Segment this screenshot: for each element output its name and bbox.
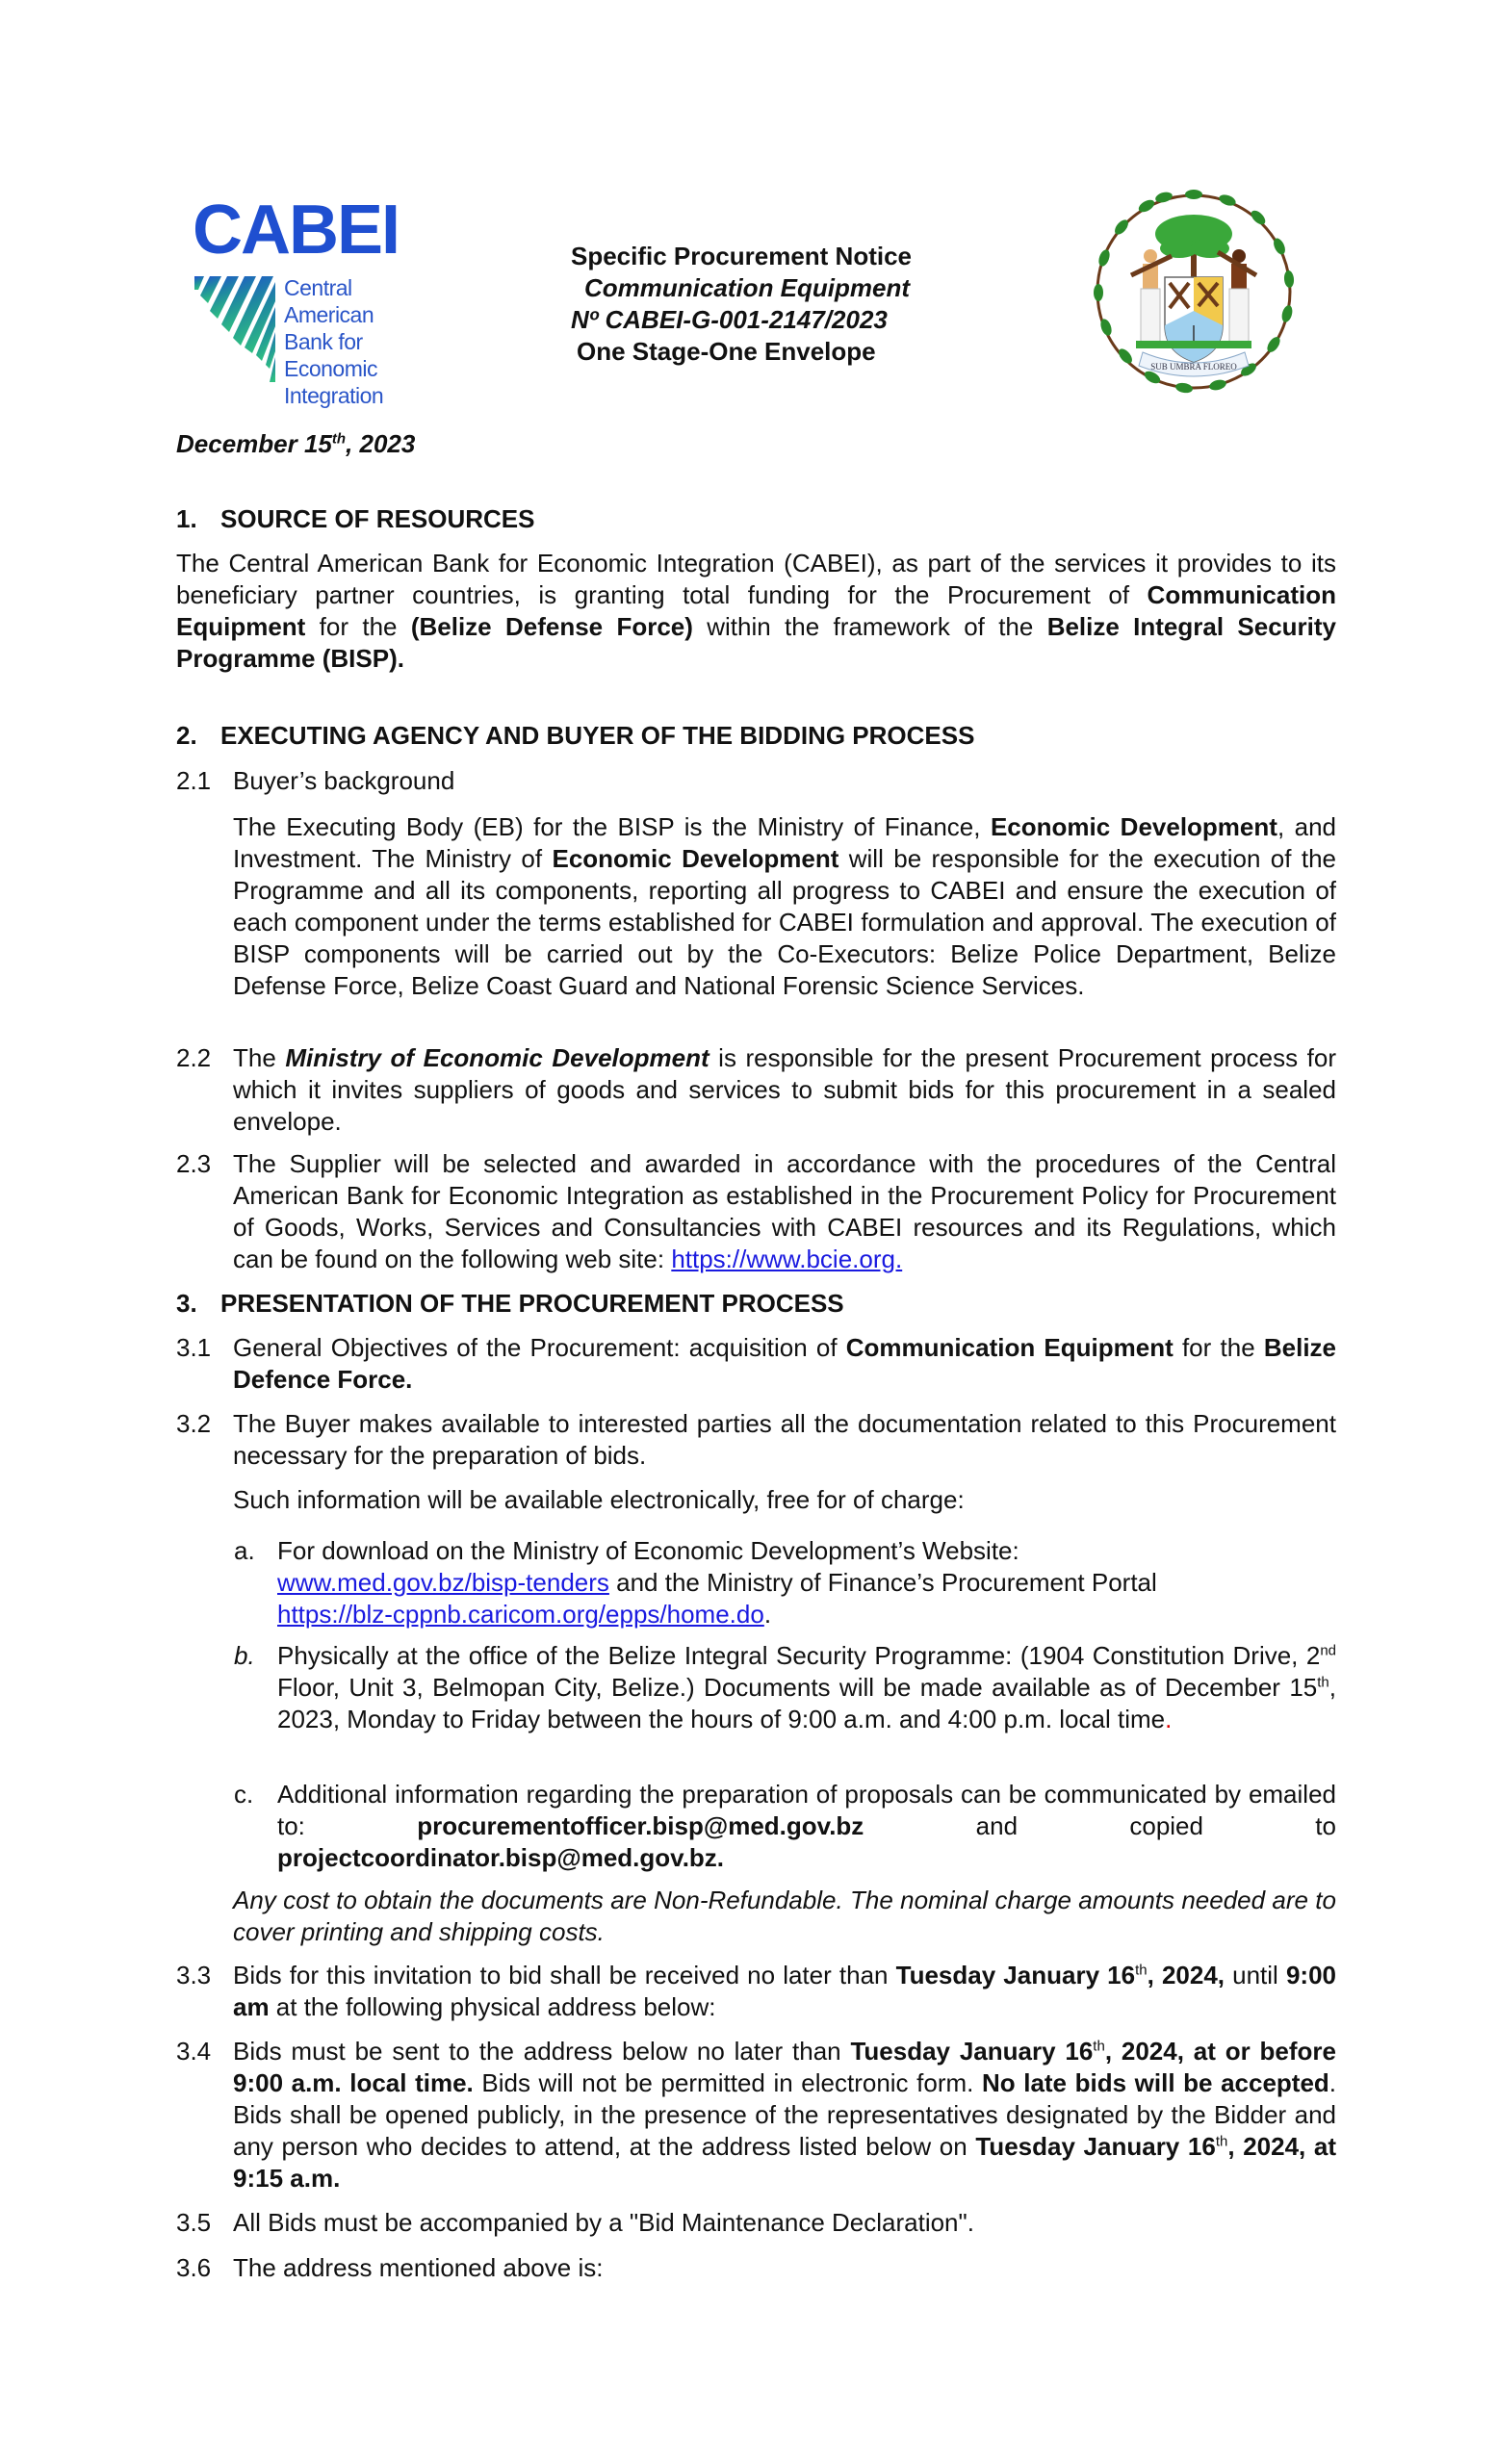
logo-stripes-icon	[193, 274, 284, 385]
subsection-number: 3.3	[176, 1961, 212, 1989]
text-bold: Tuesday January 16	[895, 1961, 1136, 1989]
text: For download on the Ministry of Economic Development’s Website:	[277, 1536, 1019, 1565]
subsection-number: 3.6	[176, 2253, 212, 2282]
text: The	[233, 1043, 286, 1072]
text-sup: th	[1093, 2038, 1105, 2055]
subsection-2-1-title	[176, 765, 1336, 797]
section-2-heading	[176, 720, 1336, 752]
text-bold: Communication Equipment	[176, 580, 1336, 641]
date-year: , 2023	[346, 429, 416, 458]
notice-date	[176, 429, 415, 459]
text: .	[763, 1600, 772, 1629]
subsection-number: 3.4	[176, 2037, 212, 2066]
text-sup: th	[1135, 1962, 1148, 1979]
subsection-2-2	[176, 1042, 1336, 1138]
text-sup: th	[1317, 1674, 1329, 1691]
list-label: a.	[234, 1536, 255, 1565]
subsection-number: 3.1	[176, 1333, 212, 1362]
text: for the	[1173, 1333, 1264, 1362]
text-bold: Economic Development	[552, 844, 839, 873]
section-1-heading	[176, 503, 1336, 535]
list-item-a	[176, 1535, 1336, 1630]
subsection-2-1-paragraph	[176, 811, 1336, 1034]
section-1-paragraph	[176, 548, 1336, 675]
logo-subtitle-line: Economic	[284, 356, 377, 381]
text: , 2023, Monday to Friday between the hours of 9:00 a.m. and 4:00 p.m. local time	[277, 1673, 1336, 1733]
belize-coat-of-arms-icon	[1083, 181, 1304, 402]
text: Bids for this invitation to bid shall be received no later than	[233, 1961, 896, 1989]
text: will be responsible for the execution of the Programme and all its components, reporting all progress to CABEI and ensure the execution of each component under the terms established for CABEI formulation and approval. The execution of BISP components will be carried out by the Co-Executors: Belize Police Department, Belize Defense Force, Belize Coast Guard and National Forensic Science Services.	[233, 844, 1337, 1000]
logo-acronym: CABEI	[193, 192, 400, 269]
text-bold: , 2024,	[1147, 1961, 1225, 1989]
text: for the	[305, 612, 411, 641]
text: General Objectives of the Procurement: acquisition of	[233, 1333, 846, 1362]
text: is responsible for the present Procurement process for which it invites suppliers of goods and services to submit bids for this procurement in a sealed envelope.	[233, 1043, 1336, 1136]
text-bold: Tuesday January 16	[975, 2132, 1216, 2161]
subsection-number: 2.2	[176, 1043, 212, 1072]
date-text: December 15	[176, 429, 332, 458]
bcie-website-link[interactable]: https://www.bcie.org.	[671, 1245, 903, 1273]
subsection-number: 2.1	[176, 766, 212, 795]
med-tenders-link[interactable]: www.med.gov.bz/bisp-tenders	[277, 1568, 609, 1597]
text: The Central American Bank for Economic Integration (CABEI), as part of the services it provides to its beneficiary partner countries, is granting total funding for the Procurement of	[176, 549, 1336, 609]
section-number: 2.	[176, 721, 197, 750]
text: Floor, Unit 3, Belmopan City, Belize.) Documents will be made available as of December 15	[277, 1673, 1318, 1702]
text: The Buyer makes available to interested parties all the documentation related to this Procurement necessary for the preparation of bids.	[233, 1409, 1336, 1470]
text-bold: Economic Development	[990, 812, 1277, 841]
list-item-c	[176, 1779, 1336, 1874]
subsection-2-3	[176, 1148, 1336, 1275]
text: , and Investment. The Ministry of	[233, 812, 1337, 873]
subsection-number: 3.2	[176, 1409, 212, 1438]
text: Bids must be sent to the address below no later than	[233, 2037, 851, 2066]
seal-motto: SUB UMBRA FLOREO	[1150, 362, 1237, 372]
section-number: 1.	[176, 504, 197, 533]
cabei-logo	[193, 192, 443, 408]
logo-subtitle-line: Bank for	[284, 329, 363, 354]
section-3-heading	[176, 1288, 1336, 1320]
text-bold: Belize Defence Force.	[233, 1333, 1337, 1394]
text: until	[1225, 1961, 1286, 1989]
text: within the framework of the	[692, 612, 1047, 641]
section-title: PRESENTATION OF THE PROCUREMENT PROCESS	[220, 1289, 844, 1318]
list-label: b.	[234, 1641, 255, 1670]
text-bold: No late bids will be accepted	[981, 2068, 1329, 2097]
text-bold-italic: Ministry of Economic Development	[285, 1043, 709, 1072]
text: Bids will not be permitted in electronic form.	[473, 2068, 982, 2097]
subsection-3-4	[176, 2036, 1336, 2194]
cost-note	[176, 1885, 1336, 1948]
text-bold: 9:00 am	[233, 1961, 1337, 2021]
text: The Supplier will be selected and awarded in accordance with the procedures of the Central American Bank for Economic Integration as established in the Procurement Policy for Procurement of Goods, Works, Services and Consultancies with CABEI resources and its Regulations, which can be found on the following web site:	[233, 1149, 1336, 1273]
section-title: SOURCE OF RESOURCES	[220, 504, 535, 533]
logo-subtitle-line: Central American	[284, 275, 374, 327]
section-title: EXECUTING AGENCY AND BUYER OF THE BIDDING PROCESS	[220, 721, 975, 750]
procurement-portal-link[interactable]: https://blz-cppnb.caricom.org/epps/home.do	[277, 1600, 764, 1629]
subsection-3-1	[176, 1332, 1336, 1396]
procurement-officer-email[interactable]: procurementofficer.bisp@med.gov.bz	[417, 1811, 864, 1840]
subsection-3-3	[176, 1960, 1336, 2023]
text: . Bids shall be opened publicly, in the presence of the representatives designated by the Bidder and any person who decides to attend, at the address listed below on	[233, 2068, 1337, 2161]
text-italic: Any cost to obtain the documents are Non-Refundable. The nominal charge amounts needed are to cover printing and shipping costs.	[233, 1886, 1336, 1946]
subsection-number: 2.3	[176, 1149, 212, 1178]
text: Such information will be available electronically, free for of charge:	[233, 1485, 965, 1514]
notice-subject: Communication Equipment	[584, 273, 910, 302]
text-sup: nd	[1320, 1642, 1336, 1659]
date-sup: th	[331, 430, 347, 448]
logo-subtitle-line: Integration	[284, 383, 384, 408]
text: The Executing Body (EB) for the BISP is the Ministry of Finance,	[233, 812, 991, 841]
text: All Bids must be accompanied by a "Bid Maintenance Declaration".	[233, 2208, 974, 2237]
section-number: 3.	[176, 1289, 197, 1318]
text-sup: th	[1215, 2133, 1228, 2150]
subsection-title: Buyer’s background	[233, 766, 455, 795]
text-bold: Belize Integral Security Programme (BISP).	[176, 612, 1337, 673]
text-bold: Tuesday January 16	[850, 2037, 1094, 2066]
text: and the Ministry of Finance’s Procurement Portal	[608, 1568, 1157, 1597]
logo-subtitle	[284, 274, 443, 409]
text-bold: Communication Equipment	[845, 1333, 1174, 1362]
text: and copied to	[864, 1811, 1336, 1840]
subsection-number: 3.5	[176, 2208, 212, 2237]
text: Physically at the office of the Belize Integral Security Programme: (1904 Constitution Drive, 2	[277, 1641, 1321, 1670]
text-bold: , 2024, at 9:15 a.m.	[233, 2132, 1337, 2193]
notice-title-block	[571, 241, 912, 368]
list-label: c.	[234, 1780, 254, 1809]
notice-number: Nº CABEI-G-001-2147/2023	[571, 305, 888, 334]
text-bold: , 2024, at or before 9:00 a.m. local time.	[233, 2037, 1336, 2097]
notice-title: Specific Procurement Notice	[571, 242, 912, 270]
project-coordinator-email[interactable]: projectcoordinator.bisp@med.gov.bz.	[277, 1843, 725, 1872]
text: The address mentioned above is:	[233, 2253, 604, 2282]
text-bold: (Belize Defense Force)	[410, 612, 693, 641]
text: .	[1165, 1705, 1173, 1733]
subsection-3-2	[176, 1408, 1336, 1472]
text: at the following physical address below:	[269, 1992, 716, 2021]
notice-method: One Stage-One Envelope	[577, 337, 876, 366]
text: Additional information regarding the preparation of proposals can be communicated by emailed to:	[277, 1780, 1336, 1840]
list-item-b	[176, 1640, 1336, 1767]
